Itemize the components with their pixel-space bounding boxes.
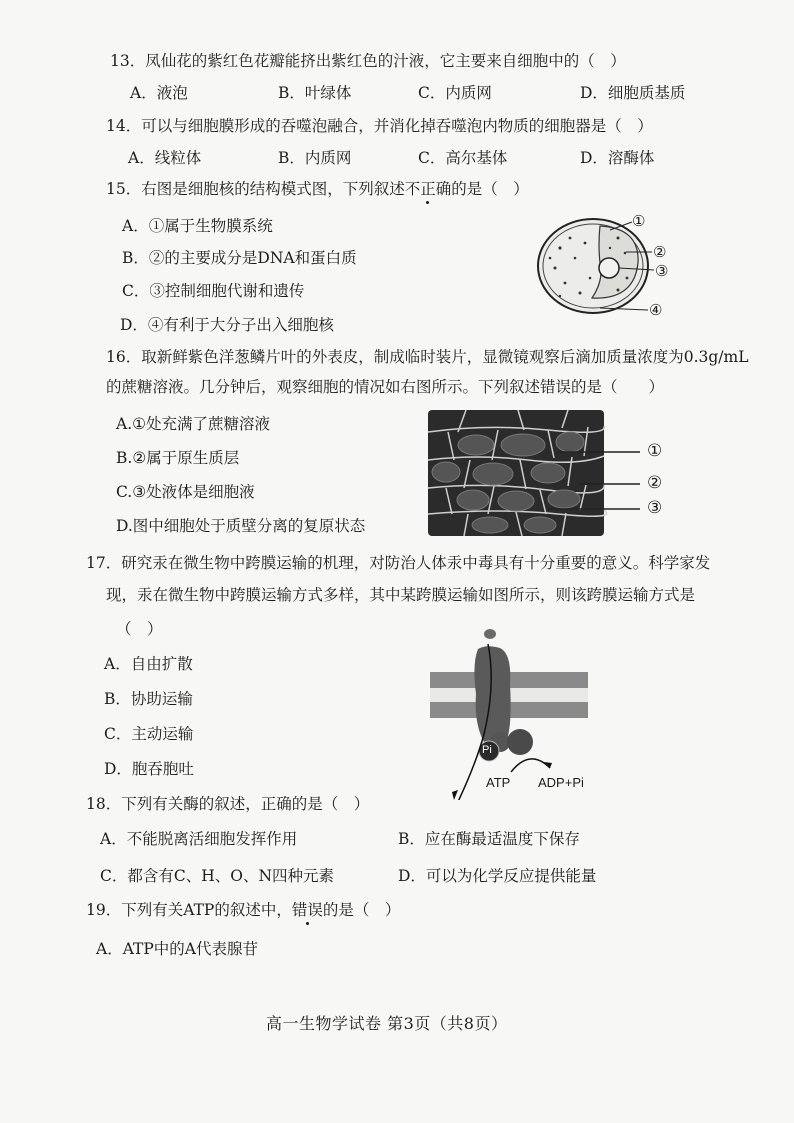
question-14-option-d: D．溶酶体 bbox=[580, 149, 655, 167]
question-14-option-a: A．线粒体 bbox=[128, 149, 202, 167]
emphasis-not-correct: 不正确 bbox=[404, 180, 452, 198]
question-15-option-a: A．①属于生物膜系统 bbox=[122, 217, 273, 235]
question-19-option-a: A．ATP中的A代表腺苷 bbox=[96, 940, 259, 958]
nucleus-label-3: ③ bbox=[655, 262, 669, 280]
question-13-option-d: D．细胞质基质 bbox=[580, 84, 686, 102]
micrograph-label-1: ① bbox=[647, 441, 663, 461]
emphasis-wrong: 错误 bbox=[291, 901, 323, 919]
nucleolus bbox=[599, 258, 619, 278]
question-17-option-b: B．协助运输 bbox=[104, 690, 193, 708]
question-17-option-d: D．胞吞胞吐 bbox=[104, 760, 194, 778]
transport-arrowhead bbox=[452, 790, 458, 800]
question-16-option-c: C.③处液体是细胞液 bbox=[116, 483, 255, 501]
question-15-option-d: D．④有利于大分子出入细胞核 bbox=[120, 316, 334, 334]
micrograph-svg bbox=[428, 410, 674, 536]
question-18-option-c: C．都含有C、H、O、N四种元素 bbox=[100, 867, 335, 885]
nucleus-label-4: ④ bbox=[649, 301, 663, 319]
carrier-protein bbox=[474, 646, 510, 744]
question-13-option-c: C．内质网 bbox=[418, 84, 492, 102]
question-14-stem: 14．可以与细胞膜形成的吞噬泡融合，并消化掉吞噬泡内物质的细胞器是（ ） bbox=[106, 117, 653, 135]
mercury-particle bbox=[484, 629, 496, 639]
atp-label: ATP bbox=[486, 775, 511, 790]
question-13-option-b: B．叶绿体 bbox=[278, 84, 352, 102]
nucleus-diagram bbox=[530, 208, 690, 323]
transport-svg bbox=[426, 624, 594, 800]
question-17-option-c: C．主动运输 bbox=[104, 725, 194, 743]
micrograph-label-3: ③ bbox=[647, 498, 663, 518]
question-16-stem-line-1: 16．取新鲜紫色洋葱鳞片叶的外表皮，制成临时装片，显微镜观察后滴加质量浓度为0.3g/mL bbox=[106, 348, 749, 366]
question-13-stem: 13．凤仙花的紫红色花瓣能挤出紫红色的汁液，它主要来自细胞中的（ ） bbox=[110, 52, 626, 70]
question-16-option-d: D.图中细胞处于质壁分离的复原状态 bbox=[116, 517, 366, 535]
atp-hydrolysis-arrow bbox=[511, 759, 550, 772]
question-18-option-a: A．不能脱离活细胞发挥作用 bbox=[100, 830, 298, 848]
question-16-stem-line-2: 的蔗糖溶液。几分钟后，观察细胞的情况如右图所示。下列叙述错误的是（ ） bbox=[106, 378, 665, 396]
question-17-stem-line-2: 现，汞在微生物中跨膜运输方式多样，其中某跨膜运输如图所示，则该跨膜运输方式是 bbox=[106, 586, 696, 604]
question-14-option-b: B．内质网 bbox=[278, 149, 352, 167]
question-17-stem-line-1: 17．研究汞在微生物中跨膜运输的机理，对防治人体汞中毒具有十分重要的意义。科学家发 bbox=[86, 554, 711, 572]
page-footer: 高一生物学试卷 第3页（共8页） bbox=[266, 1014, 508, 1033]
nucleus-label-1: ① bbox=[632, 212, 646, 230]
question-15-option-b: B．②的主要成分是DNA和蛋白质 bbox=[122, 249, 357, 267]
question-18-stem: 18．下列有关酶的叙述，正确的是（ ） bbox=[86, 795, 370, 813]
pi-label: Pi bbox=[482, 744, 492, 756]
question-17-stem-line-3: （ ） bbox=[116, 620, 163, 638]
adp-pi-label: ADP+Pi bbox=[538, 775, 584, 790]
carrier-lobe-2 bbox=[507, 729, 533, 755]
question-18-option-b: B．应在酶最适温度下保存 bbox=[398, 830, 580, 848]
membrane-transport-diagram bbox=[426, 624, 594, 800]
question-16-option-b: B.②属于原生质层 bbox=[116, 449, 240, 467]
question-17-option-a: A．自由扩散 bbox=[104, 655, 193, 673]
nucleus-label-2: ② bbox=[653, 243, 667, 261]
question-15-option-c: C．③控制细胞代谢和遗传 bbox=[122, 282, 305, 300]
micrograph-label-2: ② bbox=[647, 473, 663, 493]
question-14-option-c: C．高尔基体 bbox=[418, 149, 508, 167]
question-16-option-a: A.①处充满了蔗糖溶液 bbox=[116, 415, 271, 433]
question-19-stem: 19．下列有关ATP的叙述中，错误的是（ ） bbox=[86, 901, 401, 919]
question-18-option-d: D．可以为化学反应提供能量 bbox=[398, 867, 597, 885]
question-13-option-a: A．液泡 bbox=[130, 84, 188, 102]
question-15-stem: 15．右图是细胞核的结构模式图，下列叙述不正确的是（ ） bbox=[106, 180, 529, 198]
onion-cell-micrograph bbox=[428, 410, 674, 536]
